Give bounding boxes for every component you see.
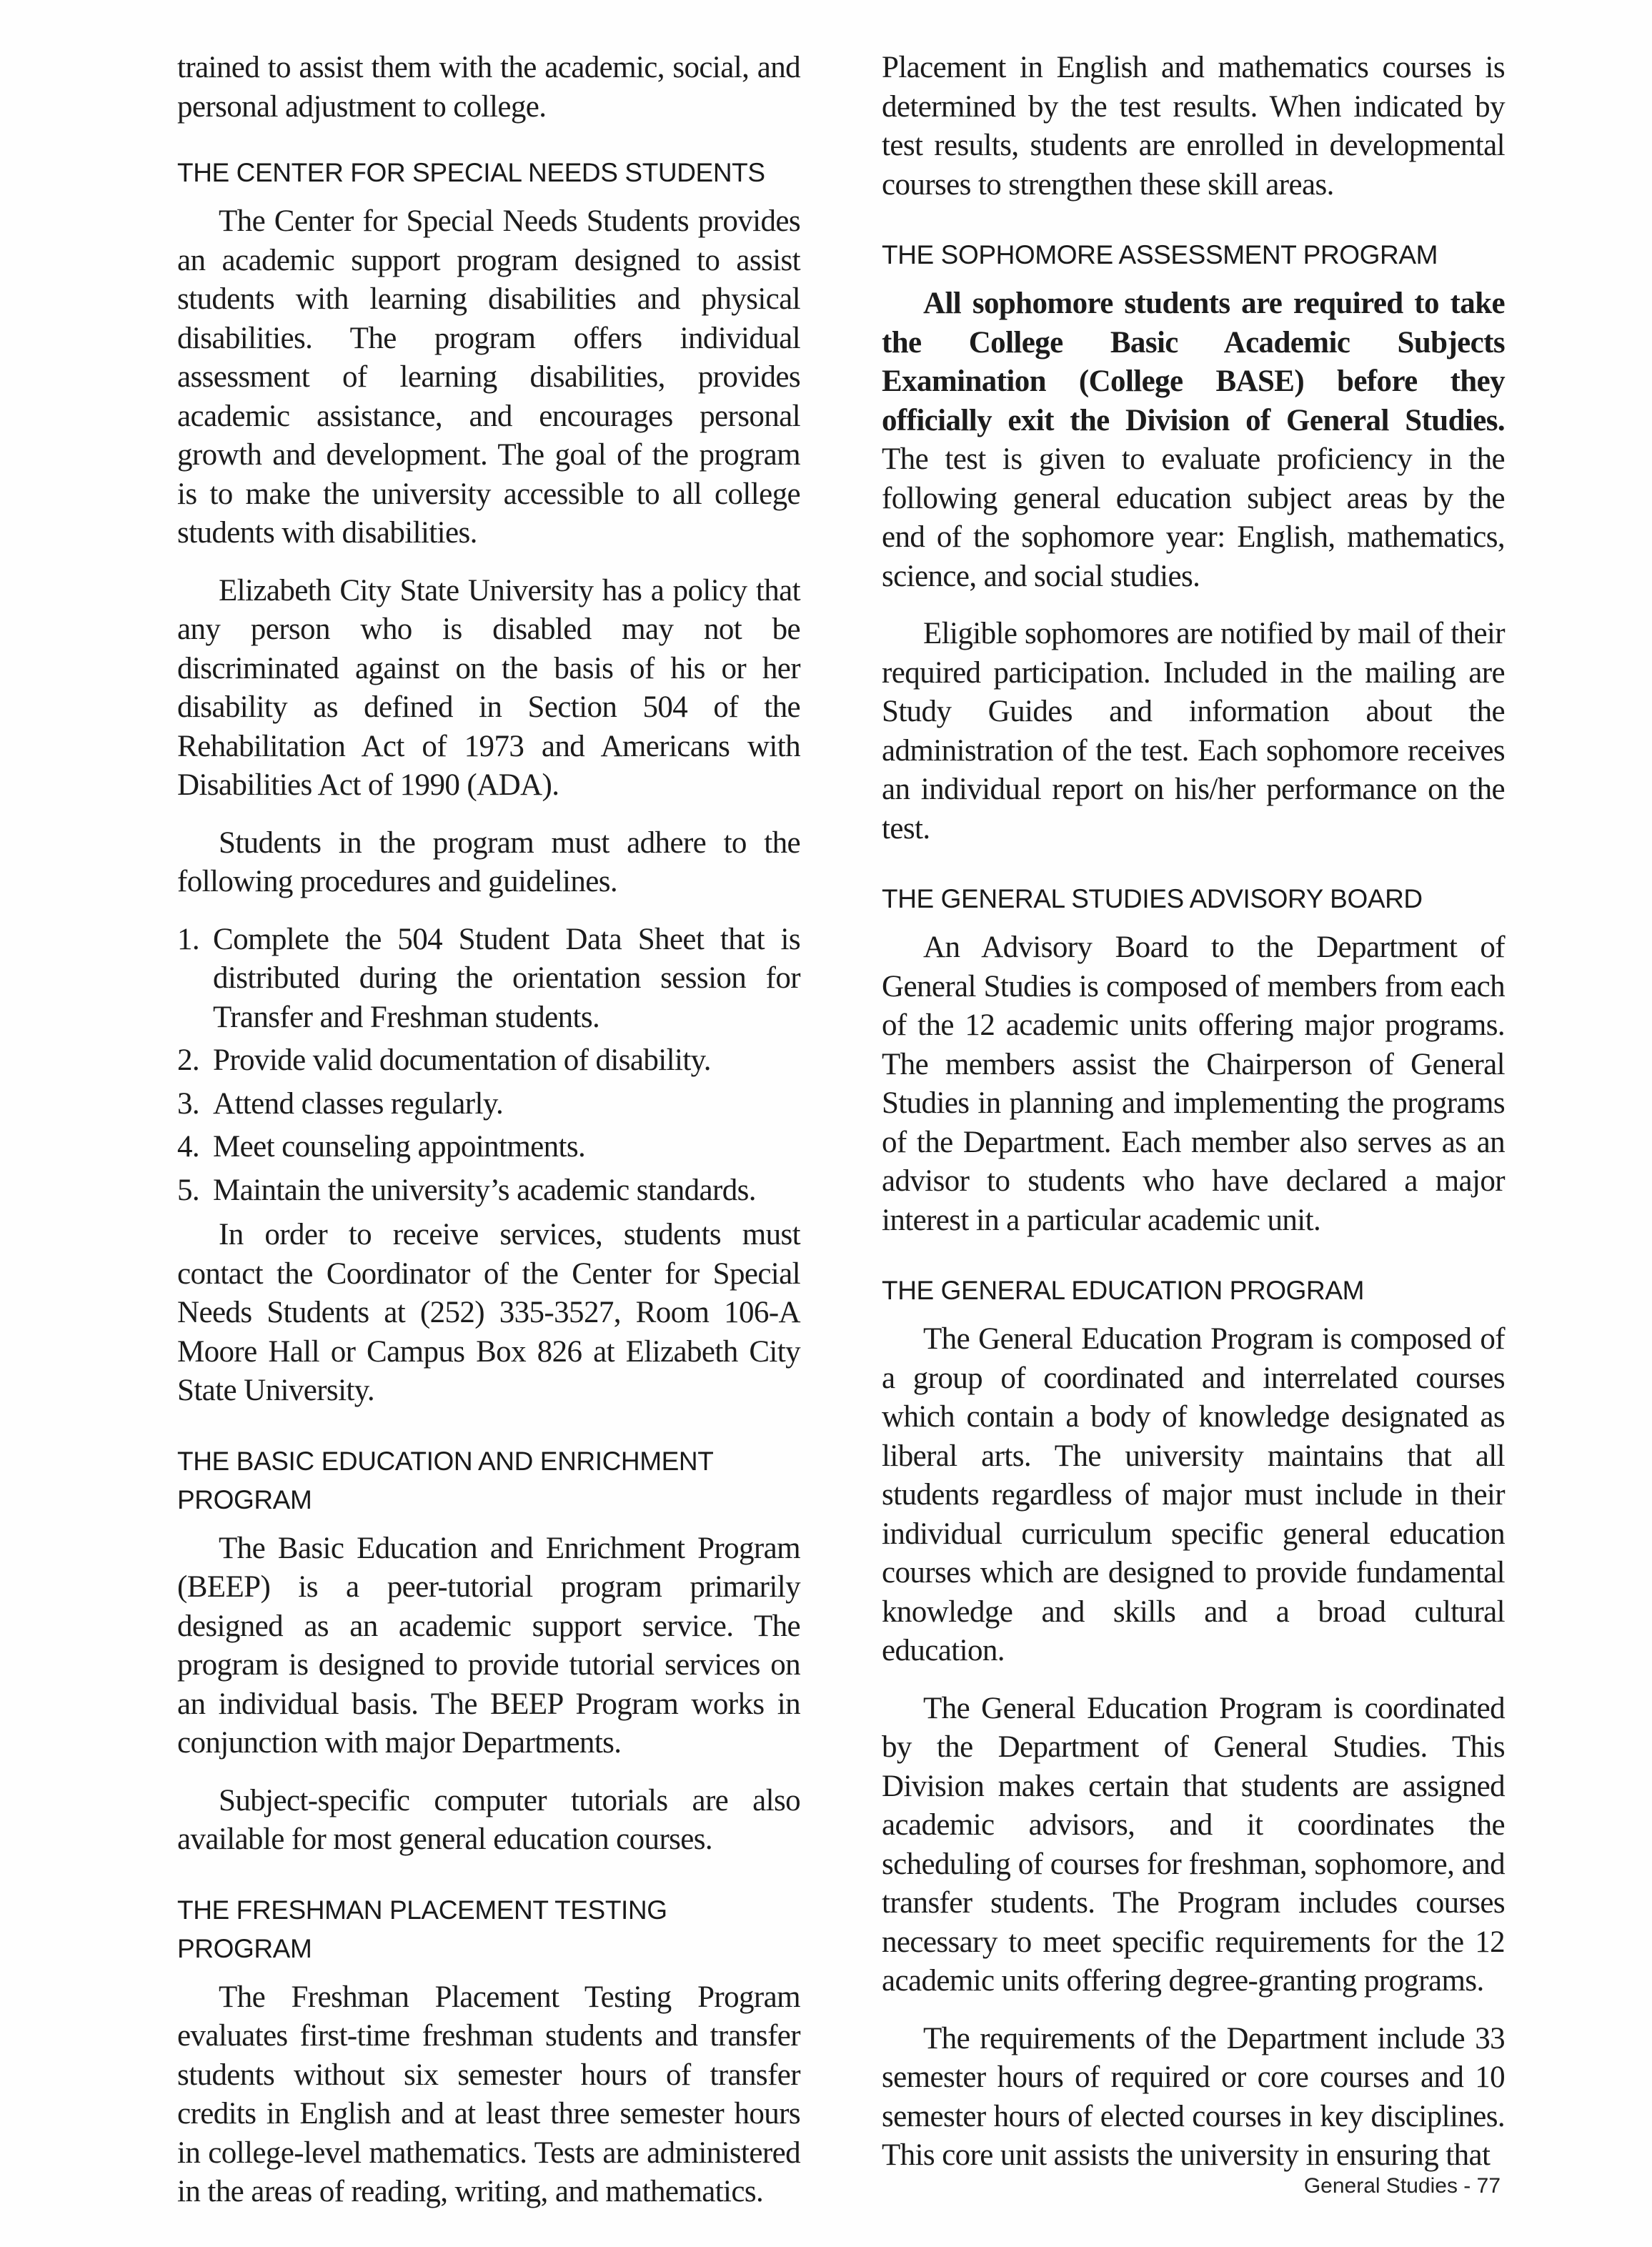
page-footer: General Studies - 77: [1303, 2174, 1501, 2198]
beep-paragraph: The Basic Education and Enrichment Program (BEEP) is a peer-tutorial program primarily designed as an academic support service. The program is designed to provide tutorial services on an individual basis. The BEEP Program works in conjunction with major Departments.: [177, 1531, 800, 1760]
right-column: [882, 49, 1505, 2176]
general-education-paragraph: The General Education Program is composed of a group of coordinated and interrelated courses which contain a body of knowledge designated as liberal arts. The university maintains that all students regardless of major must include in their individual curriculum specific general education courses which are designed to provide fundamental knowledge and skills and a broad cultural education.: [882, 1322, 1505, 1667]
sophomore-requirement-emphasis: All sophomore students are required to take the College Basic Academic Subjects Examination (College BASE) before they officially exit the Division of General Studies.: [882, 287, 1505, 437]
guideline-text: Meet counseling appointments.: [213, 1130, 586, 1164]
guideline-item: [177, 921, 800, 1038]
guideline-number: 5.: [177, 1173, 200, 1207]
center-special-needs-heading: THE CENTER FOR SPECIAL NEEDS STUDENTS: [177, 158, 765, 187]
guideline-number: 2.: [177, 1043, 200, 1077]
placement-paragraph: The Freshman Placement Testing Program evaluates first-time freshman students and transfer students without six semester hours of transfer credits in English and at least three semester hours in college-level mathematics. Tests are administered in the areas of reading, writing, and mathematics.: [177, 1980, 800, 2208]
beep-heading: THE BASIC EDUCATION AND ENRICHMENT PROGRAM: [177, 1446, 713, 1514]
guideline-text: Complete the 504 Student Data Sheet that is distributed during the orientation session for Transfer and Freshman students.: [213, 922, 800, 1034]
left-column: [177, 49, 800, 2212]
guideline-item: [177, 1171, 800, 1211]
guideline-text: Maintain the university’s academic standards.: [213, 1173, 756, 1207]
guideline-text: Provide valid documentation of disability.: [213, 1043, 711, 1077]
procedures-intro-paragraph: Students in the program must adhere to the following procedures and guidelines.: [177, 825, 800, 898]
intro-paragraph: trained to assist them with the academic, social, and personal adjustment to college.: [177, 51, 800, 124]
sophomore-requirement-paragraph: [882, 284, 1505, 596]
sophomore-requirement-text: The test is given to evaluate proficiency in the following general education subject areas by the end of the sophomore year: English, mathematics, science, and social studies.: [882, 442, 1505, 593]
tutorials-paragraph: Subject-specific computer tutorials are also available for most general education courses.: [177, 1783, 800, 1856]
center-paragraph: The Center for Special Needs Students provides an academic support program designed to assist students with learning disabilities and physical disabilities. The program offers individual assessment of learning disabilities, provides academic assistance, and encourages personal growth and development. The goal of the program is to make the university accessible to all college students with disabilities.: [177, 204, 800, 550]
placement-continued-paragraph: Placement in English and mathematics courses is determined by the test results. When indicated by test results, students are enrolled in developmental courses to strengthen these skill areas.: [882, 51, 1505, 202]
coordination-paragraph: The General Education Program is coordinated by the Department of General Studies. This Division makes certain that students are assigned academic advisors, and it coordinates the scheduling of courses for freshman, sophomore, and transfer students. The Program includes courses necessary to meet specific requirements for the 12 academic units offering degree-granting programs.: [882, 1691, 1505, 1998]
contact-paragraph: In order to receive services, students must contact the Coordinator of the Center for Special Needs Students at (252) 335-3527, Room 106-A Moore Hall or Campus Box 826 at Elizabeth City State University.: [177, 1218, 800, 1407]
sophomore-assessment-heading: THE SOPHOMORE ASSESSMENT PROGRAM: [882, 240, 1438, 269]
general-education-heading: THE GENERAL EDUCATION PROGRAM: [882, 1276, 1365, 1305]
sophomore-notification-paragraph: Eligible sophomores are notified by mail of their required participation. Included in the mailing are Study Guides and information about the administration of the test. Each sophomore receives an individual report on his/her performance on the test.: [882, 617, 1505, 845]
guideline-number: 1.: [177, 922, 200, 956]
guidelines-list: [177, 921, 800, 1211]
guideline-item: [177, 1128, 800, 1167]
guideline-number: 4.: [177, 1130, 200, 1164]
advisory-board-paragraph: An Advisory Board to the Department of General Studies is composed of members from each of the 12 academic units offering major programs. The members assist the Chairperson of General Studies in planning and implementing the programs of the Department. Each member also serves as an advisor to students who have declared a major interest in a particular academic unit.: [882, 931, 1505, 1237]
guideline-item: [177, 1041, 800, 1081]
policy-paragraph: Elizabeth City State University has a policy that any person who is disabled may not be discriminated against on the basis of his or her disability as defined in Section 504 of the Rehabilitation Act of 1973 and Americans with Disabilities Act of 1990 (ADA).: [177, 573, 800, 802]
guideline-text: Attend classes regularly.: [213, 1086, 504, 1121]
guideline-item: [177, 1085, 800, 1124]
advisory-board-heading: THE GENERAL STUDIES ADVISORY BOARD: [882, 884, 1423, 913]
placement-testing-heading: THE FRESHMAN PLACEMENT TESTING PROGRAM: [177, 1895, 667, 1963]
guideline-number: 3.: [177, 1086, 200, 1121]
requirements-paragraph: The requirements of the Department include 33 semester hours of required or core courses and 10 semester hours of elected courses in key disciplines. This core unit assists the university in ensuring that: [882, 2021, 1505, 2172]
